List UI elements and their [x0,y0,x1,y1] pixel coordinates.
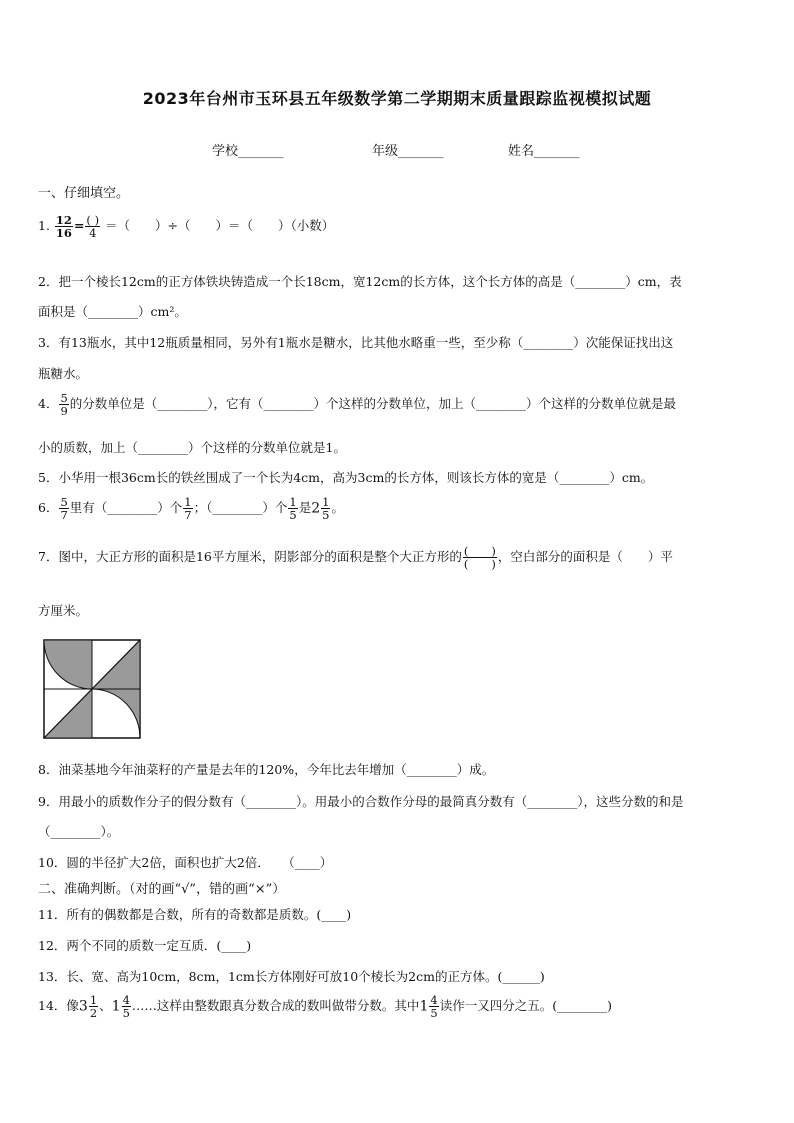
question-10: 10．圆的半径扩大2倍，面积也扩大2倍． （____） [38,855,333,870]
question-text: 7．图中，大正方形的面积是16平方厘米，阴影部分的面积是整个大正方形的 [38,549,462,565]
question-text: 是 [298,500,312,516]
fraction: $\frac{1}{5}$ [289,495,297,523]
school-field: 学校_______ [212,144,284,159]
question-2-line-2: 面积是（________）cm²。 [38,304,187,319]
grade-field: 年级_______ [372,144,444,159]
question-1 [38,214,334,239]
question-text: 的分数单位是（________），它有（________）个这样的分数单位，加上（________）个这样的分数单位就是最 [69,396,677,412]
mixed-number: 1 $\frac{4}{5}$ [111,993,130,1021]
separator: 、 [99,998,112,1014]
question-3-line-2: 瓶糖水。 [38,366,89,381]
question-number: 14．像 [38,998,79,1014]
question-3-line-1: 3．有13瓶水，其中12瓶质量相同，另外有1瓶水是糖水，比其他水略重一些，至少称（________）次能保证找出这 [38,335,674,350]
fraction: $\frac{1}{7}$ [184,495,192,523]
section-2-heading: 二、准确判断。（对的画“√”，错的画“×”） [38,882,286,897]
equals-sign: = [73,218,85,234]
mixed-number: 2 $\frac{1}{5}$ [311,495,330,523]
question-11: 11．所有的偶数都是合数，所有的奇数都是质数。(____) [38,907,352,922]
question-14 [38,994,612,1019]
section-1-heading: 一、仔细填空。 [38,186,130,201]
question-4-line-2: 小的质数，加上（________）个这样的分数单位就是1。 [38,440,346,455]
mixed-number: 3 $\frac{1}{2}$ [78,993,98,1021]
fraction-blank: $\frac{( )}{4}$ [86,213,100,241]
question-number: 4． [38,396,59,412]
page-title: 2023年台州市玉环县五年级数学第二学期期末质量跟踪监视模拟试题 [142,89,652,108]
question-text: 里有（________）个 [69,500,183,516]
fraction: $\frac{12}{16}$ [55,213,72,241]
question-text: ＝（ ）÷（ ）＝（ ）（小数） [105,218,335,234]
question-2-line-1: 2．把一个棱长12cm的正方体铁块铸造成一个长18cm，宽12cm的长方体，这个长方体的高是（________）cm，表 [38,274,682,289]
fraction: $\frac{5}{9}$ [60,391,68,419]
question-12: 12．两个不同的质数一定互质．(____) [38,938,252,953]
mixed-number: 1 $\frac{4}{5}$ [419,993,438,1021]
question-text: ，空白部分的面积是（ ）平 [497,549,673,565]
question-5: 5．小华用一根36cm长的铁丝围成了一个长为4cm，高为3cm的长方体，则该长方体的宽是（________）cm。 [38,470,654,485]
question-number: 1. [38,218,50,234]
question-7-line-1 [38,545,673,570]
question-4-line-1 [38,392,676,417]
question-13: 13．长、宽、高为10cm，8cm，1cm长方体刚好可放10个棱长为2cm的正方体。(______) [38,969,545,984]
question-9-line-1: 9．用最小的质数作分子的假分数有（________）。用最小的合数作分母的最简真分数有（________），这些分数的和是 [38,794,684,809]
question-8: 8．油菜基地今年油菜籽的产量是去年的120%，今年比去年增加（________）成。 [38,762,495,777]
question-number: 6． [38,500,59,516]
question-text: 。 [331,500,344,516]
fraction-blank: $\frac{( )}{( )}$ [463,544,496,572]
fraction: $\frac{5}{7}$ [60,495,68,523]
question-text: 读作一又四分之五。(________) [439,998,612,1014]
question-9-line-2: （________）。 [38,824,120,839]
question-text: ……这样由整数跟真分数合成的数叫做带分数。其中 [131,998,420,1014]
question-text: ；（________）个 [193,500,288,516]
square-shaded-figure [43,639,141,739]
question-6 [38,496,344,521]
question-7-line-2: 方厘米。 [38,603,89,618]
name-field: 姓名_______ [508,144,580,159]
